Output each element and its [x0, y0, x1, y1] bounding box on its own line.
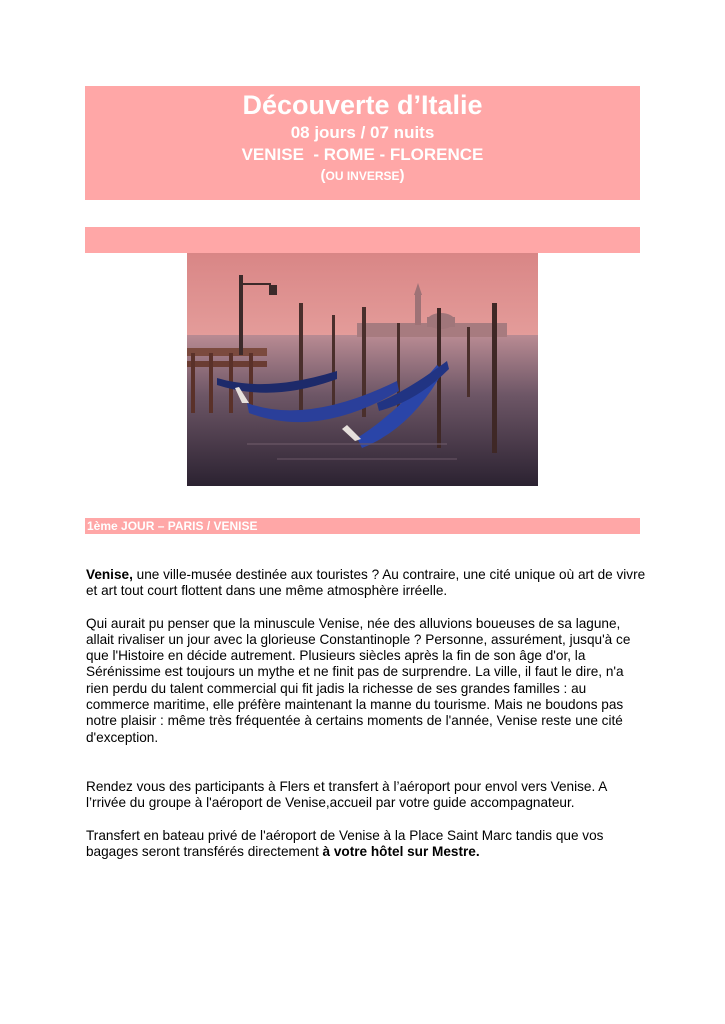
day-description — [86, 567, 646, 860]
history-paragraph: Qui aurait pu penser que la minuscule Venise, née des alluvions boueuses de sa lagune, allait rivaliser un jour avec la glorieuse Constantinople ? Personne, assurément, jusqu'à ce que l'Histoire en décide autrement. Plusieurs siècles après la fin de son âge d'or, la Sérénissime est toujours un mythe et ne finit pas de surprendre. La ville, il faut le dire, n'a rien perdu du talent commercial qui fit jadis la richesse de ses grandes familles : au commerce maritime, elle préfère maintenant la manne du tourisme. Mais ne boudons pas notre plaisir : même très fréquentée à certains moments de l'année, Venise reste une cité d'exception. — [86, 615, 631, 745]
inverse-close: ) — [399, 167, 405, 184]
day-heading: 1ème JOUR – PARIS / VENISE — [85, 518, 640, 534]
inverse-open: ( — [320, 167, 326, 184]
intro-paragraph — [86, 567, 646, 600]
transfer-bold: à votre hôtel sur Mestre. — [322, 843, 480, 859]
title-banner — [85, 86, 640, 200]
decorative-band — [85, 227, 640, 253]
inverse-text: OU INVERSE — [325, 169, 400, 183]
cities-subtitle: VENISE - ROME - FLORENCE — [241, 145, 484, 164]
meeting-paragraph: Rendez vous des participants à Flers et transfert à l’aéroport pour envol vers Venise. A l’rrivée du groupe à l'aéroport de Venise,accueil par votre guide accompagnateur. — [86, 778, 607, 811]
inverse-note — [85, 166, 640, 186]
transfer-text: Transfert en bateau privé de l'aéroport de Venise à la Place Saint Marc tandis que vos bagages seront transférés directement — [86, 827, 604, 859]
intro-text: une ville-musée destinée aux touristes ? Au contraire, une cité unique où art de vivre et art tout court flottent dans une même atmosphère irréelle. — [86, 567, 646, 599]
transfer-paragraph — [86, 828, 646, 861]
duration-subtitle: 08 jours / 07 nuits — [290, 123, 435, 142]
venice-gondolas-photo — [187, 253, 538, 486]
intro-bold: Venise, — [86, 567, 133, 582]
page-title: Découverte d’Italie — [242, 90, 483, 120]
